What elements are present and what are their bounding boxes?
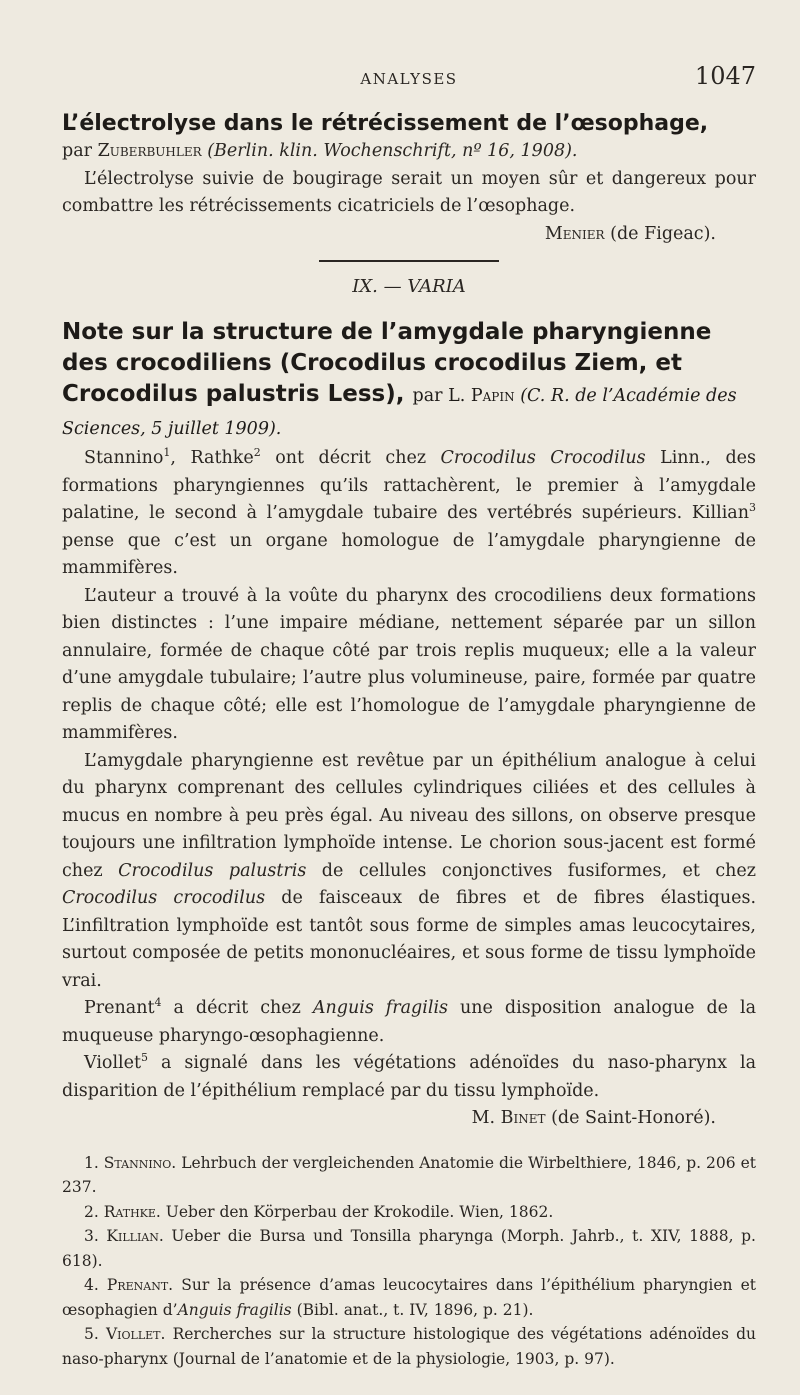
page-number: 1047 <box>694 62 756 90</box>
species-name: Crocodilus crocodilus <box>62 888 266 908</box>
footnote <box>62 1200 756 1225</box>
footnote-author: Viollet. <box>105 1325 166 1343</box>
footnote-text: Ueber den Körperbau der Krokodile. Wien, 1862. <box>160 1202 554 1221</box>
section-divider <box>319 260 499 262</box>
footnote <box>62 1273 756 1322</box>
footnote-text: (Bibl. anat., t. IV, 1896, p. 21). <box>291 1300 534 1319</box>
article-title: L’électrolyse dans le rétrécissement de l’œsophage, <box>62 111 709 136</box>
running-title: ANALYSES <box>360 70 458 88</box>
footnote-number: 1. <box>84 1153 99 1172</box>
article-body: L’électrolyse suivie de bougirage serait un moyen sûr et dangereux pour combattre les rétrécissements cicatriciels de l’œsophage. <box>62 168 756 216</box>
species-name: Anguis fragilis <box>177 1300 292 1319</box>
footnotes <box>62 1151 756 1372</box>
text-run: pense que c’est un organe homologue de l’amygdale pharyngienne de mammifères. <box>62 530 756 578</box>
text-run: , Rathke <box>170 448 254 468</box>
signature-prefix: M. <box>471 1108 496 1128</box>
text-run: ont décrit chez <box>260 448 441 468</box>
species-name: Anguis fragilis <box>312 998 449 1018</box>
article-electrolyse <box>62 110 756 248</box>
text-run: de cellules conjonctives fusiformes, et chez <box>306 860 756 881</box>
author-name: Papin <box>470 386 515 406</box>
byline-prefix: par L. <box>412 386 466 406</box>
paragraph <box>62 995 756 1050</box>
text-run: Linn., des formations pharyngiennes qu’ils rattachèrent, le premier à l’amygdale palatine, le second à l’amygdale tubaire des vertébrés supérieurs. Killian <box>62 448 756 523</box>
footnote-text: Lehrbuch der vergleichenden Anatomie die Wirbelthiere, 1846, p. 206 et 237. <box>62 1153 756 1196</box>
signature-name: Menier <box>544 223 605 244</box>
text-run: a décrit chez <box>161 998 313 1018</box>
footnote <box>62 1322 756 1371</box>
footnote-number: 3. <box>84 1227 99 1245</box>
footnote-text: Sur la présence d’amas leucocytaires dans l’épithélium pharyngien et œsophagien d’ <box>62 1276 756 1319</box>
footnote <box>62 1224 756 1273</box>
footnote <box>62 1151 756 1200</box>
footnote-author: Killian. <box>106 1227 164 1245</box>
source-citation: (C. R. de l’Académie des Sciences, 5 juillet 1909). <box>62 386 737 439</box>
paragraph: L’auteur a trouvé à la voûte du pharynx des crocodiliens deux formations bien distinctes : l’une impaire médiane, nettement séparée par un sillon annulaire, formée de chaque côté par trois replis muqueux; elle a la valeur d’une amygdale tubulaire; l’autre plus volumineuse, paire, formée par quatre replis de chaque côté; elle est l’homologue de l’amygdale pharyngienne de mammifères. <box>62 585 756 743</box>
signature-name: Binet <box>500 1108 546 1128</box>
article-title-text: Note sur la structure de l’amygdale pharyngienne des crocodiliens (Crocodilus crocodilus Ziem, et Crocodilus palustris Less), <box>62 319 712 407</box>
text-run: Stannino <box>84 448 164 468</box>
footnote-ref: 2 <box>253 446 261 460</box>
footnote-ref: 5 <box>141 1051 149 1065</box>
paragraph <box>62 445 756 583</box>
text-run: Prenant <box>84 998 155 1018</box>
footnote-author: Rathke. <box>103 1202 161 1221</box>
footnote-author: Prenant. <box>106 1276 174 1294</box>
paragraph <box>62 1050 756 1105</box>
footnote-text: Rercherches sur la structure histologique des végétations adénoïdes du naso-pharynx (Journal de l’anatomie et de la physiologie, 1903, p. 97). <box>62 1325 756 1368</box>
signature <box>62 221 756 249</box>
text-run: de faisceaux de fibres et de fibres élastiques. L’infiltration lymphoïde est tantôt sous forme de simples amas leucocytaires, surtout composée de petits mononucléaires, et sous forme de tissu lymphoïde vrai. <box>62 888 757 991</box>
source-citation: (Berlin. klin. Wochenschrift, nº 16, 1908). <box>207 141 578 161</box>
byline-prefix: par <box>62 141 93 161</box>
footnote-number: 2. <box>84 1202 99 1221</box>
text-run: Viollet <box>84 1053 142 1073</box>
running-head <box>62 62 756 94</box>
footnote-number: 4. <box>84 1276 99 1294</box>
footnote-ref: 3 <box>749 501 756 515</box>
article-title <box>62 317 756 445</box>
footnote-author: Stannino. <box>103 1153 177 1172</box>
signature <box>62 1105 756 1133</box>
species-name: Crocodilus Crocodilus <box>440 448 646 468</box>
footnote-text: Ueber die Bursa und Tonsilla pharynga (Morph. Jahrb., t. XIV, 1888, p. 618). <box>62 1227 756 1270</box>
author-name: Zuberbuhler <box>97 141 202 161</box>
section-title: IX. — VARIA <box>352 276 466 297</box>
footnote-ref: 4 <box>154 996 162 1010</box>
text-run: L’amygdale pharyngienne est revêtue par un épithélium analogue à celui du pharynx comprenant des cellules cylindriques ciliées et des cellules à mucus en nombre à peu près égal. Au niveau des sillons, on observe presque toujours une infiltration lymphoïde intense. Le chorion sous-jacent est formé chez <box>62 750 756 881</box>
text-run: une disposition analogue de la muqueuse pharyngo-œsophagienne. <box>62 998 757 1046</box>
footnote-number: 5. <box>84 1325 99 1343</box>
paragraph <box>62 748 756 996</box>
article-byline <box>62 138 756 166</box>
species-name: Crocodilus palustris <box>118 860 307 881</box>
footnote-ref: 1 <box>163 446 171 460</box>
signature-place: (de Figeac). <box>610 223 716 244</box>
article-amygdale <box>62 317 756 1133</box>
text-run: a signalé dans les végétations adénoïdes du naso-pharynx la disparition de l’épithélium remplacé par du tissu lymphoïde. <box>62 1053 756 1101</box>
signature-place: (de Saint-Honoré). <box>551 1108 716 1128</box>
